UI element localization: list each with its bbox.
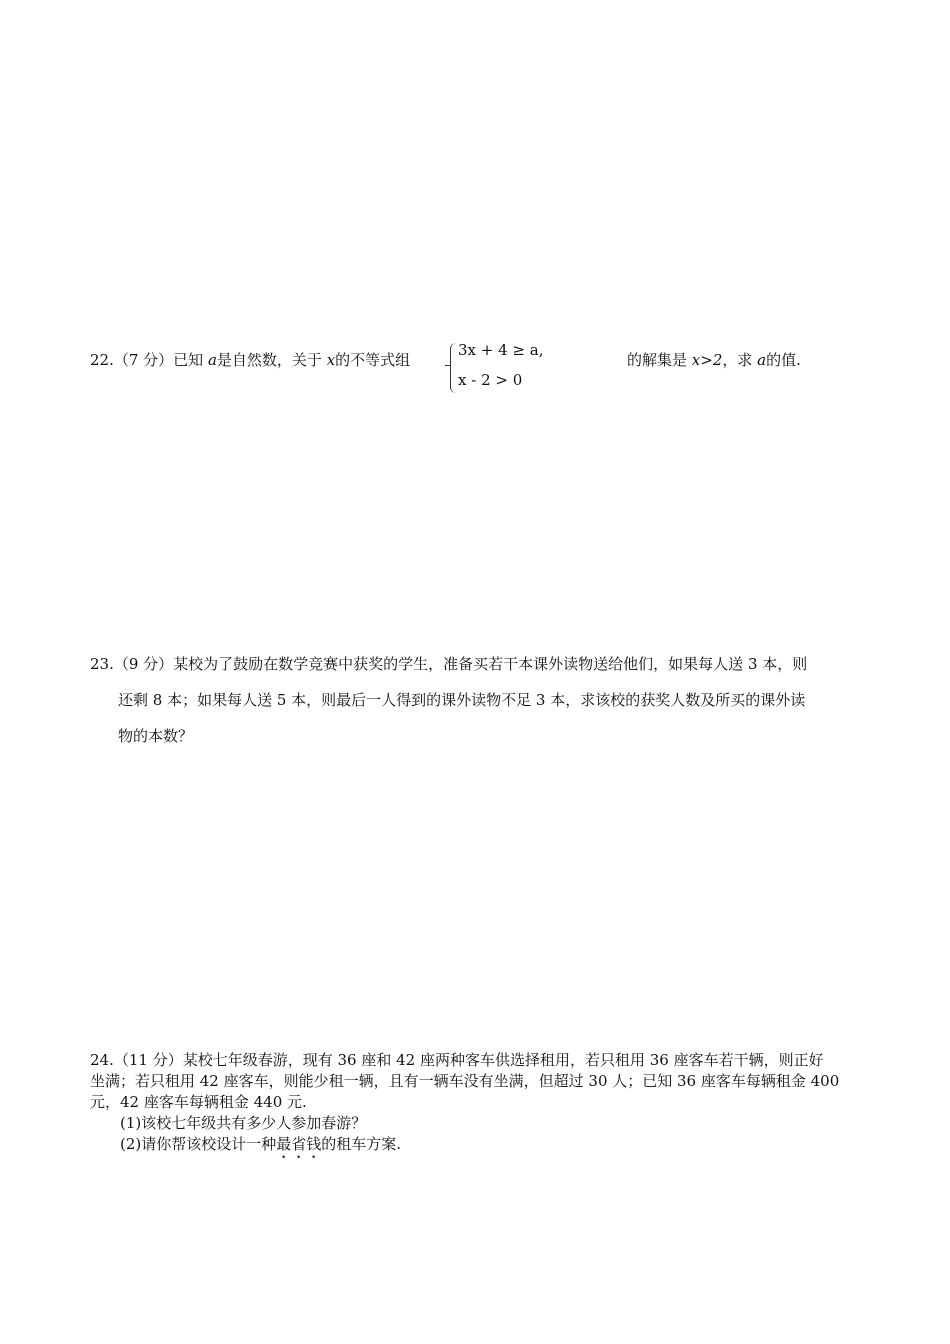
question-22-text-4: ，求 [722,351,753,369]
part-2-prefix: (2)请你帮该校设计一种 [120,1135,277,1153]
question-24 [90,1050,870,1162]
question-24-part-2 [90,1134,870,1162]
solution-condition: x>2 [691,351,723,369]
variable-a: a [207,351,217,369]
question-24-line-1: 24.（11 分）某校七年级春游，现有 36 座和 42 座两种客车供选择租用，若只租用 36 座客车若干辆，则正好 [90,1051,824,1069]
question-22-text-3: 的解集是 [627,351,688,369]
left-brace [450,343,457,393]
question-23 [90,646,870,754]
question-24-line-2: 坐满；若只租用 42 座客车，则能少租一辆，且有一辆车没有坐满，但超过 30 人；已知 36 座客车每辆租金 400 [90,1072,840,1090]
question-22-lead: 22.（7 分）已知 [90,351,204,369]
question-22-text [90,349,410,370]
question-22-tail [627,349,801,370]
inequality-1: 3x + 4 ≥ a, [458,341,544,359]
question-22-text-5: 的值. [766,351,801,369]
part-2-suffix: 方案. [366,1135,402,1153]
inequality-2: x - 2 > 0 [458,371,523,389]
question-24-line-3: 元，42 座客车每辆租金 440 元. [90,1093,307,1111]
question-24-part-1: (1)该校七年级共有多少人参加春游？ [120,1114,367,1132]
question-22-text-2: 的不等式组 [335,351,411,369]
question-23-line-2: 还剩 8 本；如果每人送 5 本，则最后一人得到的课外读物不足 3 本，求该校的获奖人数及所买的课外读 [118,691,806,709]
question-22-text-1: 是自然数，关于 [216,351,322,369]
part-2-middle: 的租车 [321,1135,367,1153]
variable-a-2: a [757,351,767,369]
question-23-line-3: 物的本数？ [118,727,194,745]
question-23-line-1: 23.（9 分）某校为了鼓励在数学竞赛中获奖的学生，准备买若干本课外读物送给他们，如果每人送 3 本，则 [90,655,808,673]
part-2-emphasis: 最省钱 [276,1135,322,1153]
variable-x: x [326,351,336,369]
